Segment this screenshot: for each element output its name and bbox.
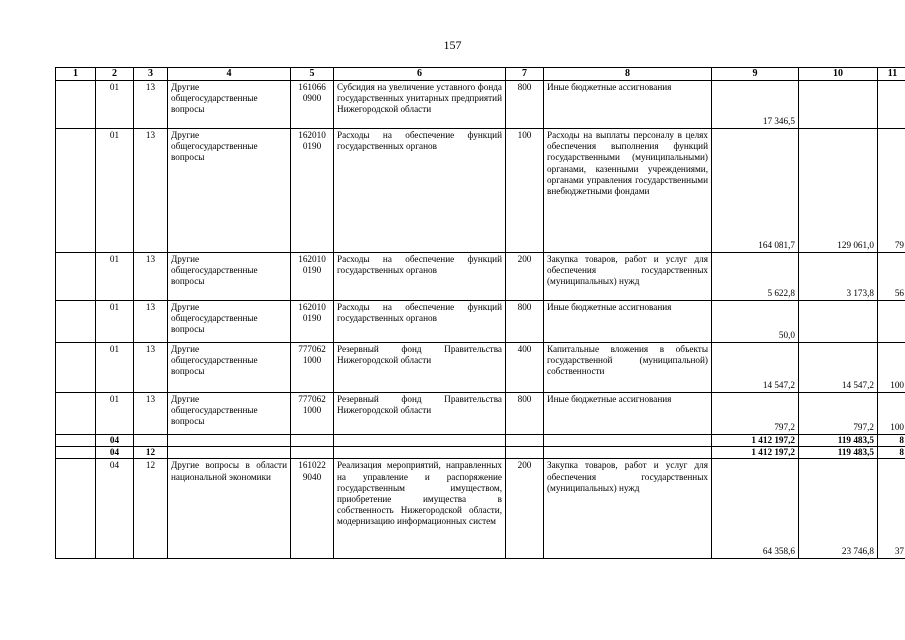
- table-row: [56, 129, 905, 253]
- cell-subsection: 13: [134, 393, 168, 435]
- cell-percent: 79: [878, 129, 905, 253]
- cell-expense-code: 400: [506, 343, 544, 393]
- table-row: [56, 343, 905, 393]
- cell-target-code: [291, 447, 334, 459]
- budget-table: [55, 67, 905, 559]
- column-header: 3: [134, 68, 168, 81]
- table-row: [56, 301, 905, 343]
- cell-planned: 1 412 197,2: [712, 447, 799, 459]
- cell-percent: 8: [878, 435, 905, 447]
- cell-target-code: 777062 1000: [291, 393, 334, 435]
- cell-expense-name: Закупка товаров, работ и услуг для обеспечения государственных (муниципальных) нужд: [544, 253, 712, 301]
- cell-target-name: Реализация мероприятий, направленных на управление и распоряжение государственным имуществом, приобретение имущества в собственность Нижегородской области, модернизацию информационных систем: [334, 459, 506, 559]
- cell-target-code: 162010 0190: [291, 301, 334, 343]
- column-header: 1: [56, 68, 96, 81]
- cell-target-code: 161066 0900: [291, 81, 334, 129]
- cell-number: [56, 301, 96, 343]
- cell-expense-name: [544, 435, 712, 447]
- cell-number: [56, 81, 96, 129]
- cell-percent: [878, 81, 905, 129]
- cell-percent: 56: [878, 253, 905, 301]
- cell-section: 01: [96, 393, 134, 435]
- cell-executed: 129 061,0: [799, 129, 878, 253]
- cell-subsection: 12: [134, 447, 168, 459]
- cell-expense-name: Иные бюджетные ассигнования: [544, 301, 712, 343]
- cell-executed: [799, 81, 878, 129]
- cell-subsection-name: [168, 447, 291, 459]
- table-row: [56, 253, 905, 301]
- cell-expense-name: Расходы на выплаты персоналу в целях обеспечения выполнения функций государственными (муниципальными) органами, казенными учреждениями, органами управления государственными внебюджетными фондами: [544, 129, 712, 253]
- cell-section: 04: [96, 435, 134, 447]
- cell-expense-name: Иные бюджетные ассигнования: [544, 393, 712, 435]
- cell-expense-name: Закупка товаров, работ и услуг для обеспечения государственных (муниципальных) нужд: [544, 459, 712, 559]
- cell-executed: 3 173,8: [799, 253, 878, 301]
- cell-target-name: Расходы на обеспечение функций государственных органов: [334, 129, 506, 253]
- cell-subsection-name: Другие общегосударственные вопросы: [168, 393, 291, 435]
- cell-number: [56, 393, 96, 435]
- cell-number: [56, 459, 96, 559]
- cell-planned: 1 412 197,2: [712, 435, 799, 447]
- cell-target-name: Резервный фонд Правительства Нижегородской области: [334, 393, 506, 435]
- cell-expense-code: 800: [506, 81, 544, 129]
- cell-executed: 119 483,5: [799, 435, 878, 447]
- cell-number: [56, 435, 96, 447]
- cell-subsection: 12: [134, 459, 168, 559]
- cell-subsection: 13: [134, 129, 168, 253]
- cell-target-code: 162010 0190: [291, 253, 334, 301]
- cell-subsection-name: Другие вопросы в области национальной экономики: [168, 459, 291, 559]
- cell-target-code: 777062 1000: [291, 343, 334, 393]
- cell-expense-code: [506, 435, 544, 447]
- column-header: 5: [291, 68, 334, 81]
- header-row: [56, 68, 905, 81]
- cell-planned: 50,0: [712, 301, 799, 343]
- cell-expense-code: 800: [506, 301, 544, 343]
- column-header: 6: [334, 68, 506, 81]
- cell-section: 01: [96, 81, 134, 129]
- cell-target-name: [334, 447, 506, 459]
- cell-percent: [878, 301, 905, 343]
- column-header: 11: [878, 68, 905, 81]
- cell-expense-name: Иные бюджетные ассигнования: [544, 81, 712, 129]
- cell-subsection: 13: [134, 301, 168, 343]
- cell-executed: 119 483,5: [799, 447, 878, 459]
- table-row: [56, 81, 905, 129]
- cell-target-name: [334, 435, 506, 447]
- cell-subsection-name: Другие общегосударственные вопросы: [168, 343, 291, 393]
- column-header: 4: [168, 68, 291, 81]
- cell-section: 01: [96, 253, 134, 301]
- cell-section: 04: [96, 459, 134, 559]
- section-total-row: [56, 435, 905, 447]
- cell-executed: 14 547,2: [799, 343, 878, 393]
- cell-expense-name: [544, 447, 712, 459]
- column-header: 10: [799, 68, 878, 81]
- column-header: 9: [712, 68, 799, 81]
- cell-number: [56, 343, 96, 393]
- cell-subsection: [134, 435, 168, 447]
- cell-number: [56, 253, 96, 301]
- cell-target-code: 162010 0190: [291, 129, 334, 253]
- column-header: 8: [544, 68, 712, 81]
- cell-target-code: [291, 435, 334, 447]
- cell-number: [56, 447, 96, 459]
- cell-percent: 100: [878, 393, 905, 435]
- cell-planned: 17 346,5: [712, 81, 799, 129]
- cell-section: 01: [96, 343, 134, 393]
- cell-target-name: Расходы на обеспечение функций государственных органов: [334, 253, 506, 301]
- table-row: [56, 459, 905, 559]
- cell-percent: 8: [878, 447, 905, 459]
- cell-expense-code: 800: [506, 393, 544, 435]
- cell-subsection: 13: [134, 343, 168, 393]
- subsection-total-row: [56, 447, 905, 459]
- cell-percent: 37: [878, 459, 905, 559]
- table-row: [56, 393, 905, 435]
- cell-executed: 797,2: [799, 393, 878, 435]
- cell-section: 04: [96, 447, 134, 459]
- column-header: 2: [96, 68, 134, 81]
- cell-percent: 100: [878, 343, 905, 393]
- cell-target-name: Резервный фонд Правительства Нижегородской области: [334, 343, 506, 393]
- cell-expense-code: 200: [506, 459, 544, 559]
- cell-expense-code: [506, 447, 544, 459]
- cell-subsection-name: Другие общегосударственные вопросы: [168, 253, 291, 301]
- cell-subsection: 13: [134, 81, 168, 129]
- cell-subsection-name: Другие общегосударственные вопросы: [168, 81, 291, 129]
- cell-planned: 797,2: [712, 393, 799, 435]
- cell-target-name: Расходы на обеспечение функций государственных органов: [334, 301, 506, 343]
- cell-number: [56, 129, 96, 253]
- cell-target-code: 161022 9040: [291, 459, 334, 559]
- cell-expense-code: 200: [506, 253, 544, 301]
- cell-planned: 164 081,7: [712, 129, 799, 253]
- cell-subsection-name: Другие общегосударственные вопросы: [168, 129, 291, 253]
- cell-planned: 5 622,8: [712, 253, 799, 301]
- cell-planned: 14 547,2: [712, 343, 799, 393]
- cell-subsection: 13: [134, 253, 168, 301]
- page-number: 157: [443, 38, 462, 52]
- column-header: 7: [506, 68, 544, 81]
- cell-executed: [799, 301, 878, 343]
- cell-expense-name: Капитальные вложения в объекты государственной (муниципальной) собственности: [544, 343, 712, 393]
- cell-section: 01: [96, 301, 134, 343]
- cell-expense-code: 100: [506, 129, 544, 253]
- cell-subsection-name: [168, 435, 291, 447]
- cell-planned: 64 358,6: [712, 459, 799, 559]
- cell-target-name: Субсидия на увеличение уставного фонда государственных унитарных предприятий Нижегородской области: [334, 81, 506, 129]
- cell-section: 01: [96, 129, 134, 253]
- cell-subsection-name: Другие общегосударственные вопросы: [168, 301, 291, 343]
- cell-executed: 23 746,8: [799, 459, 878, 559]
